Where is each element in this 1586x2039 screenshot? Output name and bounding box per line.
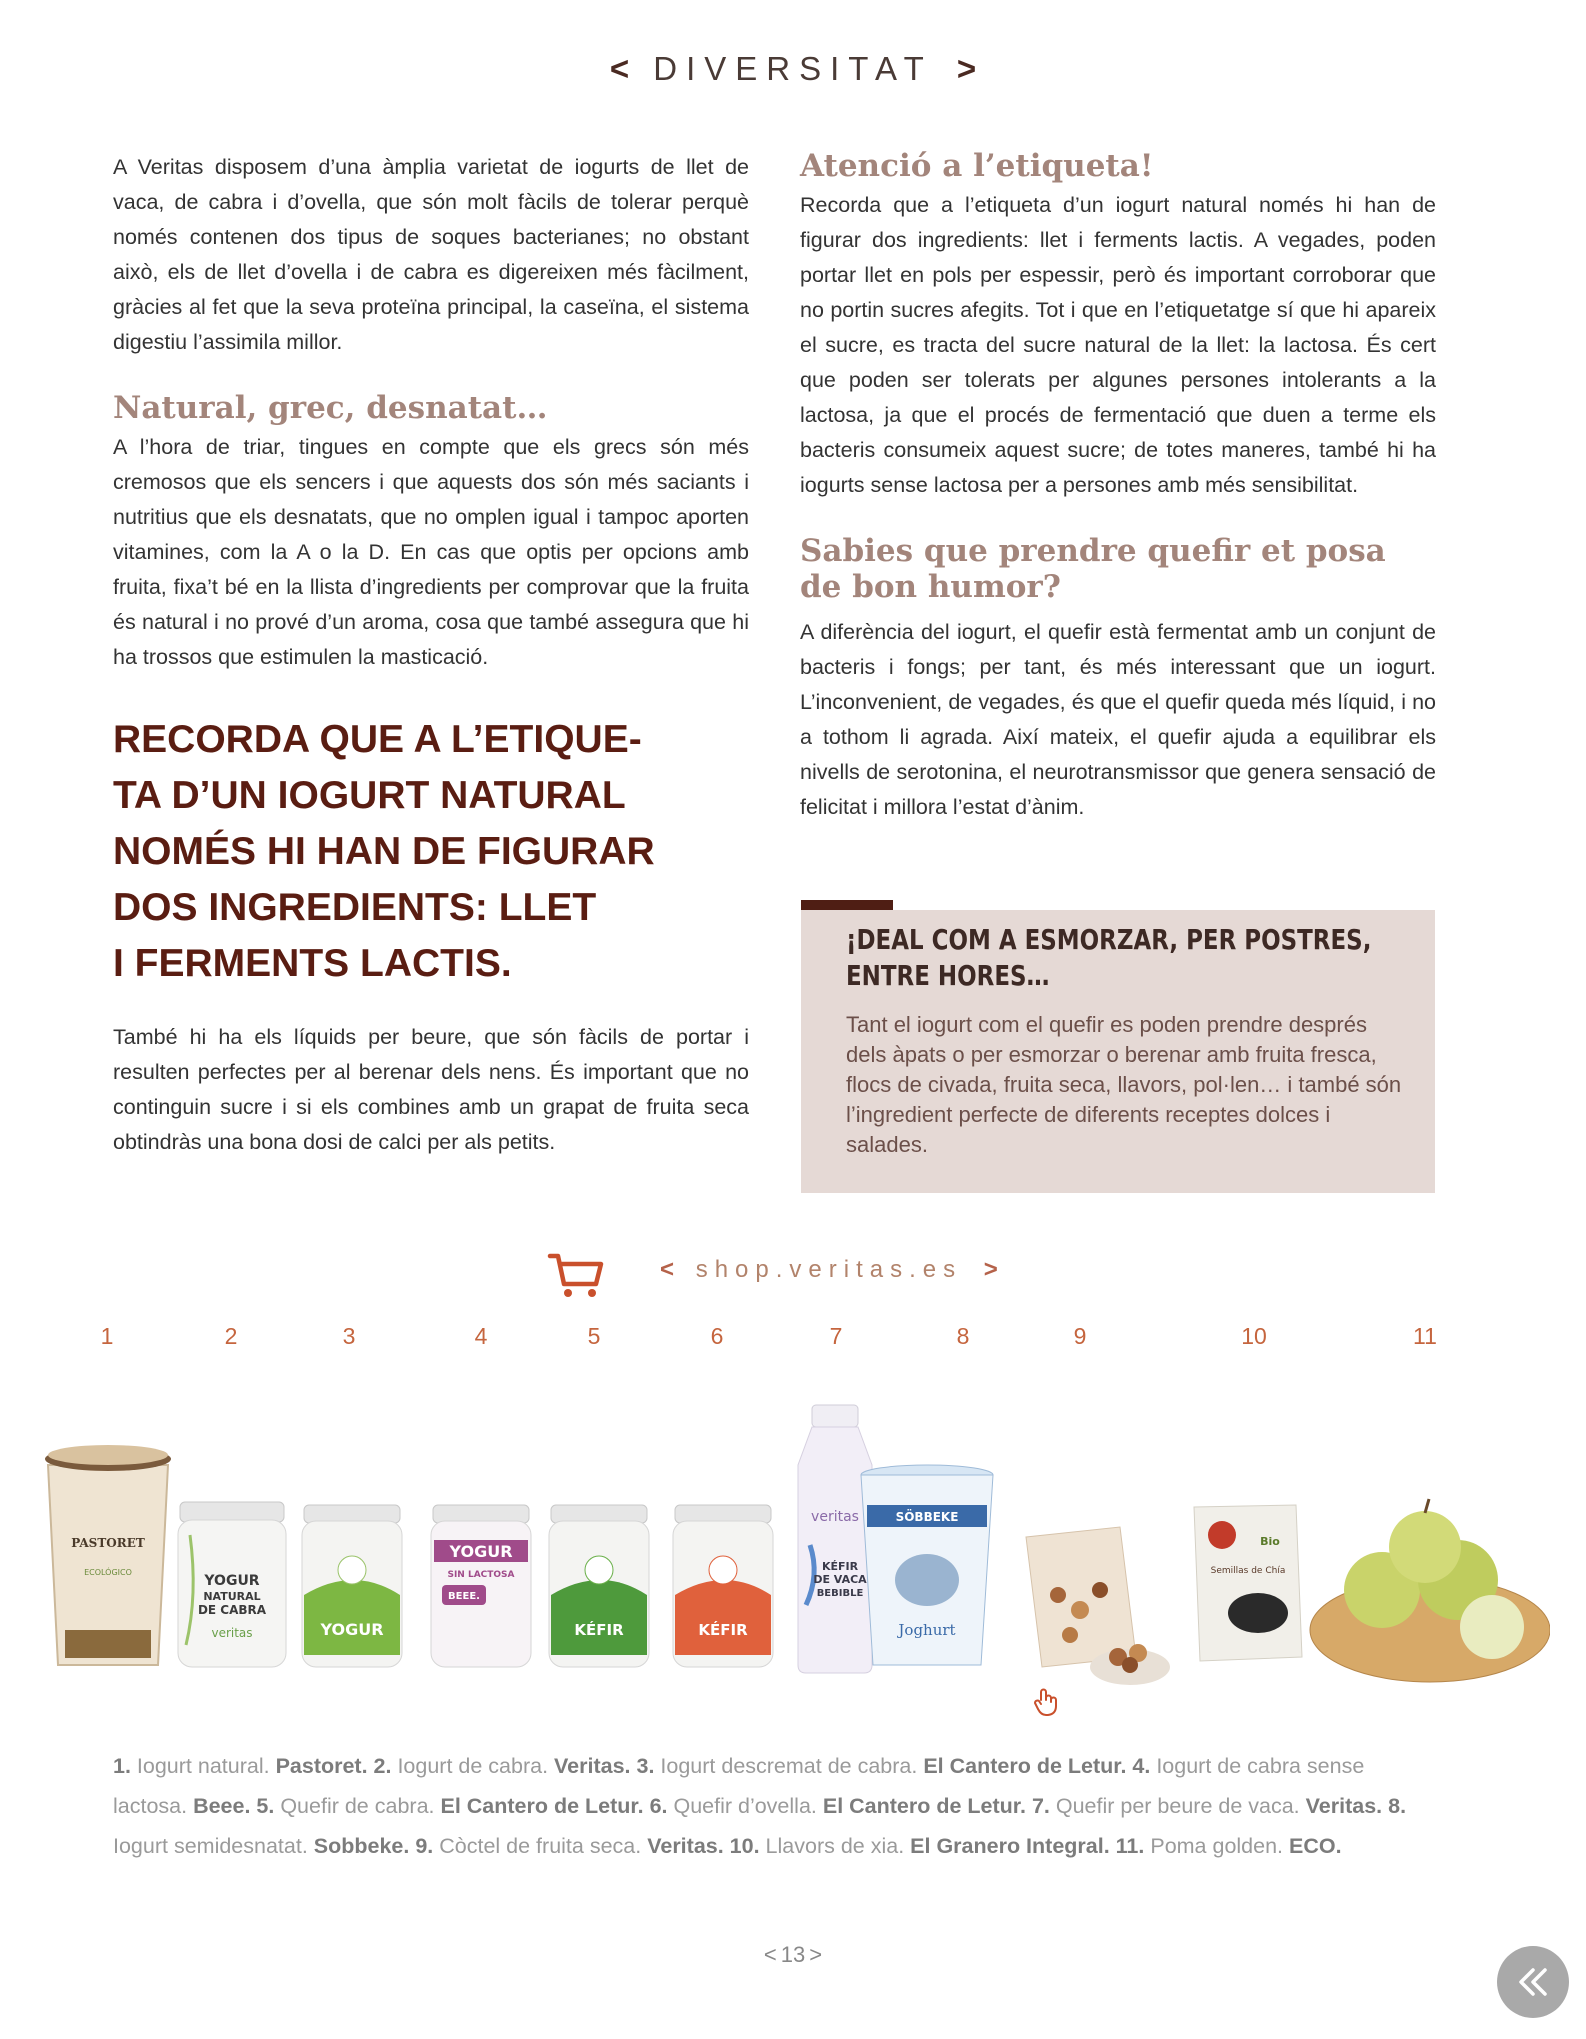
product-label: SÖBBEKE xyxy=(895,1510,959,1524)
subheading-etiqueta: Atenció a l’etiqueta! xyxy=(800,148,1154,184)
section-header xyxy=(0,50,1586,88)
caption-text: Quefir per beure de vaca. xyxy=(1049,1794,1306,1818)
product-label: DE VACA xyxy=(813,1573,867,1586)
section-title: DIVERSITAT xyxy=(653,50,933,87)
product-label: YOGUR xyxy=(320,1620,384,1639)
caption-brand: Sobbeke. xyxy=(313,1834,410,1858)
double-chevron-left-icon xyxy=(1511,1960,1555,2004)
product-number: 6 xyxy=(710,1323,724,1349)
shop-url[interactable]: shop.veritas.es xyxy=(695,1256,963,1283)
chevron-right-icon: > xyxy=(809,1942,823,1967)
product-label: SIN LACTOSA xyxy=(447,1570,515,1580)
pull-quote-line: I FERMENTS LACTIS. xyxy=(113,942,512,985)
product-number: 11 xyxy=(1413,1323,1437,1349)
chevron-right-icon: > xyxy=(956,50,977,87)
product-label: Bio xyxy=(1260,1535,1280,1548)
caption-text: Iogurt de cabra sense lactosa. xyxy=(113,1754,1365,1818)
caption-text: Còctel de fruita seca. xyxy=(433,1834,648,1858)
highlight-box-title xyxy=(846,922,1404,994)
product-3-cantero-yogur[interactable] xyxy=(302,1505,402,1667)
product-label: veritas xyxy=(211,1626,253,1640)
product-label: NATURAL xyxy=(203,1590,261,1603)
product-5-cantero-kefir[interactable] xyxy=(549,1505,649,1667)
product-label: YOGUR xyxy=(204,1573,260,1589)
product-label: veritas xyxy=(811,1509,859,1525)
caption-brand: Beee. xyxy=(193,1794,251,1818)
caption-text: Quefir de cabra. xyxy=(274,1794,441,1818)
product-7-veritas-kefir-bottle[interactable] xyxy=(798,1405,872,1673)
product-4-beee-yogur[interactable] xyxy=(431,1505,531,1667)
product-number: 9 xyxy=(1073,1323,1087,1349)
back-button[interactable] xyxy=(1497,1946,1569,2018)
product-label: YOGUR xyxy=(449,1542,513,1561)
pull-quote-line: NOMÉS HI HAN DE FIGURAR xyxy=(113,830,655,873)
product-number: 4 xyxy=(474,1323,488,1349)
subheading-natural: Natural, grec, desnatat… xyxy=(113,390,548,426)
caption-number: 5. xyxy=(250,1794,275,1818)
product-label: KÉFIR xyxy=(574,1621,624,1639)
paragraph-natural: A l’hora de triar, tingues en compte que els grecs són més cremosos que els sencers i que aquests dos són més saciants i nutritius que els desnatats, que no omplen igual i tampoc aporten vitamines, com la A o la D. En cas que optis per opcions amb fruita, fixa’t bé en la llista d’ingredients per comprovar que la fruita és natural i no prové d’un aroma, cosa que també assegura que hi ha trossos que estimulen la masticació. xyxy=(113,435,749,669)
tap-hand-icon[interactable] xyxy=(1031,1686,1063,1718)
product-caption xyxy=(113,1746,1443,1866)
intro-paragraph: A Veritas disposem d’una àmplia varietat de iogurts de llet de vaca, de cabra i d’ovella, que són molt fàcils de tolerar perquè només contenen dos tipus de soques bacterianes; no obstant això, els de llet d’ovella i de cabra es digereixen més fàcilment, gràcies al fet que la seva proteïna principal, la caseïna, el sistema digestiu l’assimila millor. xyxy=(113,155,749,354)
caption-number: 7. xyxy=(1025,1794,1050,1818)
product-number: 7 xyxy=(829,1323,843,1349)
product-label: Joghurt xyxy=(898,1621,956,1639)
product-6-cantero-kefir-ovella[interactable] xyxy=(673,1505,773,1667)
caption-brand: El Cantero de Letur. xyxy=(822,1794,1026,1818)
chevron-left-icon: < xyxy=(609,50,630,87)
product-11-golden-apples[interactable] xyxy=(1310,1499,1550,1682)
product-label: BEEE. xyxy=(448,1591,480,1602)
paragraph-quefir: A diferència del iogurt, el quefir està fermentat amb un conjunt de bacteris i fongs; per tant, és més interessant que un iogurt. L’inconvenient, de vegades, és que el quefir queda més líquid, i no a tothom li agrada. Així mateix, el quefir ajuda a equilibrar els nivells de serotonina, el neurotransmissor que genera sensació de felicitat i millora l’estat d’ànim. xyxy=(800,620,1436,819)
highlight-box-text: Tant el iogurt com el quefir es poden prendre després dels àpats o per esmorzar o berenar amb fruita fresca, flocs de civada, fruita seca, llavors, pol·len… i també són l’ingredient perfecte de diferents receptes dolces i salades. xyxy=(846,1012,1402,1157)
product-lineup xyxy=(40,1395,1550,1705)
product-label: DE CABRA xyxy=(197,1603,267,1617)
product-2-veritas-yogurt[interactable] xyxy=(178,1502,286,1667)
caption-brand: Veritas. xyxy=(647,1834,724,1858)
product-label: BEBIBLE xyxy=(816,1588,864,1599)
box-accent-bar xyxy=(801,900,893,910)
product-label: KÉFIR xyxy=(821,1560,859,1573)
product-label: Semillas de Chía xyxy=(1210,1566,1286,1576)
left-column xyxy=(113,150,749,675)
box-title-line: ¡DEAL COM A ESMORZAR, PER POSTRES, xyxy=(846,923,1372,956)
page-number xyxy=(0,1942,1586,1968)
chevron-left-icon: < xyxy=(763,1942,777,1967)
caption-text: Iogurt descremat de cabra. xyxy=(654,1754,924,1778)
product-number: 10 xyxy=(1241,1323,1267,1349)
product-1-pastoret[interactable] xyxy=(45,1445,171,1665)
product-number: 3 xyxy=(342,1323,356,1349)
product-label: PASTORET xyxy=(71,1536,145,1550)
pull-quote-line: DOS INGREDIENTS: LLET xyxy=(113,886,597,929)
product-number: 1 xyxy=(100,1323,114,1349)
chevron-right-icon: > xyxy=(983,1256,998,1283)
caption-brand: El Cantero de Letur. xyxy=(440,1794,644,1818)
product-10-chia-seeds[interactable] xyxy=(1194,1505,1302,1661)
caption-text: Llavors de xia. xyxy=(759,1834,911,1858)
product-label: KÉFIR xyxy=(698,1621,748,1639)
pull-quote-line: RECORDA QUE A L’ETIQUE- xyxy=(113,718,642,761)
subheading-quefir: Sabies que prendre quefir et posa de bon humor? xyxy=(800,533,1386,605)
product-8-sobbeke-joghurt[interactable] xyxy=(861,1465,993,1665)
caption-number: 2. xyxy=(367,1754,392,1778)
left-closing xyxy=(113,1020,749,1160)
caption-brand: Pastoret. xyxy=(275,1754,368,1778)
caption-number: 8. xyxy=(1382,1794,1407,1818)
closing-paragraph: També hi ha els líquids per beure, que són fàcils de portar i resulten perfectes per al berenar dels nens. És important que no continguin sucre i si els combines amb un grapat de fruita seca obtindràs una bona dosi de calci per als petits. xyxy=(113,1025,749,1154)
caption-text: Iogurt semidesnatat. xyxy=(113,1834,314,1858)
right-column xyxy=(800,148,1436,825)
product-number: 5 xyxy=(587,1323,601,1349)
product-9-nut-mix[interactable] xyxy=(1026,1527,1170,1685)
pull-quote xyxy=(113,712,713,992)
pull-quote-line: TA D’UN IOGURT NATURAL xyxy=(113,774,626,817)
caption-text: Quefir d’ovella. xyxy=(667,1794,823,1818)
product-label: ECOLÓGICO xyxy=(84,1568,132,1577)
shop-link[interactable] xyxy=(660,1256,998,1284)
caption-number: 4. xyxy=(1126,1754,1151,1778)
box-title-line: ENTRE HORES… xyxy=(846,959,1050,992)
caption-number: 6. xyxy=(643,1794,668,1818)
caption-number: 9. xyxy=(409,1834,434,1858)
caption-number: 10. xyxy=(723,1834,760,1858)
caption-text: Iogurt de cabra. xyxy=(391,1754,555,1778)
caption-number: 3. xyxy=(630,1754,655,1778)
caption-text: Iogurt natural. xyxy=(130,1754,276,1778)
caption-text: Poma golden. xyxy=(1144,1834,1289,1858)
page-number-value: 13 xyxy=(780,1942,806,1967)
caption-brand: El Cantero de Letur. xyxy=(923,1754,1127,1778)
caption-brand: Veritas. xyxy=(1305,1794,1383,1818)
caption-number: 11. xyxy=(1109,1834,1145,1858)
product-number: 2 xyxy=(224,1323,238,1349)
paragraph-etiqueta: Recorda que a l’etiqueta d’un iogurt natural només hi han de figurar dos ingredients: llet i ferments lactis. A vegades, poden portar llet en pols per espessir, però és important corroborar que no portin sucres afegits. Tot i que en l’etiquetatge sí que hi apareix el sucre, es tracta del sucre natural de la llet: la lactosa. És cert que poden ser tolerats per algunes persones intolerants a la lactosa, ja que el procés de fermentació que duen a terme els bacteris consumeix aquest sucre; de totes maneres, també hi ha iogurts sense lactosa per a persones amb més sensibilitat. xyxy=(800,193,1436,497)
caption-brand: Veritas. xyxy=(554,1754,631,1778)
caption-number: 1. xyxy=(113,1754,131,1778)
shopping-cart-icon[interactable] xyxy=(546,1248,606,1300)
chevron-left-icon: < xyxy=(660,1256,675,1283)
caption-brand: ECO. xyxy=(1289,1834,1342,1858)
caption-brand: El Granero Integral. xyxy=(910,1834,1110,1858)
product-number: 8 xyxy=(956,1323,970,1349)
